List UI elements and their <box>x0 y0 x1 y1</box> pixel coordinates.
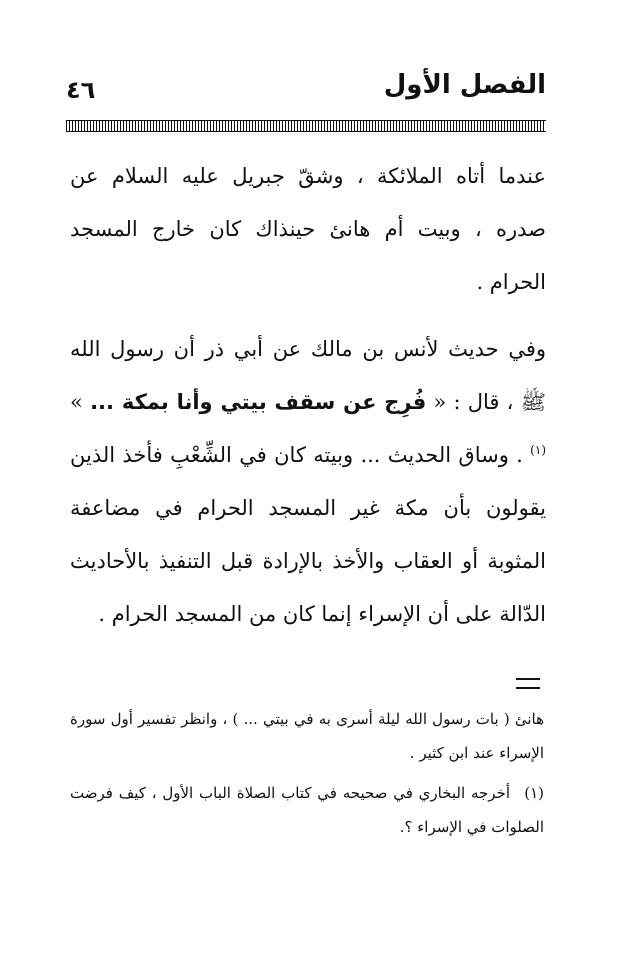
page-number: ٤٦ <box>66 76 96 104</box>
footnote-1 <box>70 776 544 844</box>
paragraph-2 <box>70 323 546 641</box>
header-rule <box>66 120 546 132</box>
footnote-separator <box>516 678 540 689</box>
footnote-1-number: (١) <box>524 784 544 802</box>
main-text <box>70 150 546 655</box>
paragraph-2-rest: . وساق الحديث ... وبيته كان في الشِّعْبِ فأخذ الذين يقولون بأن مكة غير المسجد الحرام في مضاعفة المثوبة أو العقاب والأخذ بالإرادة قبل التنفيذ بالأحاديث الدّالة على أن الإسراء إنما كان من المسجد الحرام . <box>70 443 546 626</box>
footnote-1-text: أخرجه البخاري في صحيحه في كتاب الصلاة الباب الأول ، كيف فرضت الصلوات في الإسراء ؟. <box>70 784 544 836</box>
page-header <box>66 70 546 120</box>
footnotes <box>70 702 544 850</box>
paragraph-2-intro: وفي حديث لأنس بن مالك عن أبي ذر أن رسول الله ﷺ ، قال : « <box>70 337 546 414</box>
chapter-title: الفصل الأول <box>383 70 546 100</box>
footnote-continuation: هانئ ( بات رسول الله ليلة أسرى به في بيتي ... ) ، وانظر تفسير أول سورة الإسراء عند ابن كثير . <box>70 710 544 762</box>
quote-close: » <box>70 390 83 414</box>
paragraph-1: عندما أتاه الملائكة ، وشقّ جبريل عليه السلام عن صدره ، وبيت أم هانئ حينذاك كان خارج المسجد الحرام . <box>70 164 546 294</box>
footnote-ref-1[interactable]: (١) <box>530 443 546 457</box>
hadith-quote: فُرِج عن سقف بيتي وأنا بمكة ... <box>90 390 427 414</box>
